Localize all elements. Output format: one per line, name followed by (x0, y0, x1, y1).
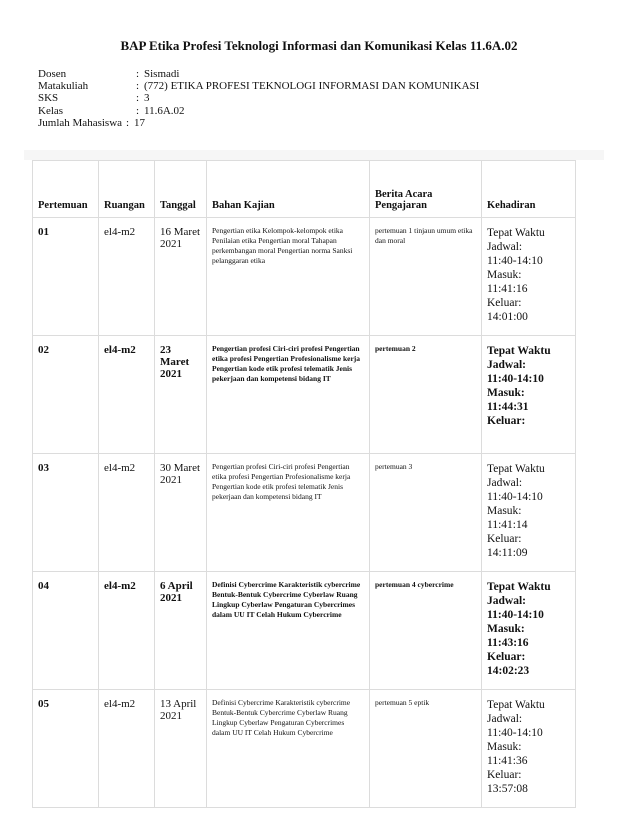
kehadiran-line: 11:44:31 (487, 401, 529, 413)
cell-pertemuan: 02 (33, 336, 99, 454)
cell-ruangan: el4-m2 (99, 218, 155, 336)
cell-kehadiran (482, 336, 576, 454)
cell-tanggal: 30 Maret 2021 (155, 454, 207, 572)
kehadiran-line: 13:57:08 (487, 783, 528, 795)
kehadiran-line: Tepat Waktu (487, 699, 545, 711)
kehadiran-line: Jadwal: (487, 241, 523, 253)
cell-berita-acara: pertemuan 4 cybercrime (370, 572, 482, 690)
kehadiran-line: Keluar: (487, 769, 522, 781)
meta-separator: : (136, 68, 140, 80)
kehadiran-line: Tepat Waktu (487, 345, 551, 357)
meta-separator: : (136, 80, 140, 93)
meta-value: 11.6A.02 (144, 104, 185, 117)
meta-label: Matakuliah (38, 80, 89, 93)
cell-bahan-kajian: Definisi Cybercrime Karakteristik cybercrime Bentuk-Bentuk Cybercrime Cyberlaw Ruang Lingkup Cyberlaw Pengaturan Cybercrimes dalam UU IT Celah Hukum Cybercrime (207, 572, 370, 690)
meta-label: Dosen (38, 68, 67, 80)
cell-kehadiran (482, 218, 576, 336)
table-row (33, 218, 576, 336)
kehadiran-line: Masuk: (487, 505, 522, 517)
kehadiran-line: 14:11:09 (487, 547, 528, 559)
kehadiran-line: Tepat Waktu (487, 227, 545, 239)
kehadiran-line: 11:40-14:10 (487, 255, 543, 267)
kehadiran-line: Tepat Waktu (487, 581, 551, 593)
kehadiran-line: Keluar: (487, 415, 526, 427)
kehadiran-line: 11:41:16 (487, 283, 528, 295)
table-row (33, 690, 576, 808)
course-info (38, 68, 479, 129)
kehadiran-line: Jadwal: (487, 359, 526, 371)
kehadiran-line: Jadwal: (487, 477, 523, 489)
kehadiran-line: Tepat Waktu (487, 463, 545, 475)
kehadiran-line: Masuk: (487, 387, 525, 399)
cell-tanggal: 23 Maret 2021 (155, 336, 207, 454)
meta-row-sks (38, 92, 479, 104)
meta-value: 17 (134, 116, 146, 129)
cell-kehadiran (482, 454, 576, 572)
cell-pertemuan: 05 (33, 690, 99, 808)
header-band (24, 150, 604, 160)
table-row (33, 454, 576, 572)
cell-bahan-kajian: Definisi Cybercrime Karakteristik cybercrime Bentuk-Bentuk Cybercrime Cyberlaw Ruang Lingkup Cyberlaw Pengaturan Cybercrimes dalam UU IT Celah Hukum Cybercrime (207, 690, 370, 808)
meta-label: SKS (38, 92, 59, 105)
cell-kehadiran (482, 572, 576, 690)
kehadiran-line: Masuk: (487, 269, 522, 281)
kehadiran-line: 14:02:23 (487, 665, 530, 677)
cell-bahan-kajian: Pengertian profesi Ciri-ciri profesi Pengertian etika profesi Pengertian Profesionalisme kerja Pengertian kode etik profesi telematik Jenis pekerjaan dan kompetensi bidang IT (207, 336, 370, 454)
kehadiran-line: Jadwal: (487, 713, 523, 725)
kehadiran-line: 11:40-14:10 (487, 491, 543, 503)
cell-pertemuan: 01 (33, 218, 99, 336)
meta-separator: : (136, 104, 140, 117)
header-tanggal: Tanggal (155, 161, 207, 218)
kehadiran-line: Masuk: (487, 741, 522, 753)
meta-row-kelas (38, 105, 479, 117)
kehadiran-line: Jadwal: (487, 595, 526, 607)
kehadiran-line: Keluar: (487, 651, 526, 663)
kehadiran-line: Masuk: (487, 623, 525, 635)
cell-berita-acara: pertemuan 3 (370, 454, 482, 572)
document-title: BAP Etika Profesi Teknologi Informasi dan Komunikasi Kelas 11.6A.02 (120, 38, 518, 53)
cell-ruangan: el4-m2 (99, 454, 155, 572)
kehadiran-line: 11:40-14:10 (487, 373, 544, 385)
cell-berita-acara: pertemuan 2 (370, 336, 482, 454)
meta-separator: : (126, 116, 130, 129)
cell-pertemuan: 03 (33, 454, 99, 572)
cell-bahan-kajian: Pengertian profesi Ciri-ciri profesi Pengertian etika profesi Pengertian Profesionalisme kerja Pengertian kode etik profesi telematik Jenis pekerjaan dan kompetensi bidang IT (207, 454, 370, 572)
meta-row-jumlah-mahasiswa (38, 117, 479, 129)
cell-tanggal: 13 April 2021 (155, 690, 207, 808)
header-berita-acara: Berita Acara Pengajaran (370, 161, 482, 218)
kehadiran-line: 11:43:16 (487, 637, 529, 649)
kehadiran-line: 14:01:00 (487, 311, 528, 323)
kehadiran-line: 11:40-14:10 (487, 727, 543, 739)
meta-separator: : (136, 92, 140, 105)
kehadiran-line: 11:41:36 (487, 755, 528, 767)
meta-value: Sismadi (144, 68, 180, 80)
meta-value: (772) ETIKA PROFESI TEKNOLOGI INFORMASI DAN KOMUNIKASI (144, 80, 480, 93)
kehadiran-line: 11:40-14:10 (487, 609, 544, 621)
meta-label: Kelas (38, 104, 64, 117)
table-row (33, 336, 576, 454)
header-kehadiran: Kehadiran (482, 161, 576, 218)
cell-berita-acara: pertemuan 1 tinjaun umum etika dan moral (370, 218, 482, 336)
cell-pertemuan: 04 (33, 572, 99, 690)
kehadiran-line: Keluar: (487, 297, 522, 309)
cell-ruangan: el4-m2 (99, 572, 155, 690)
table-header-row (33, 161, 576, 218)
meta-label: Jumlah Mahasiswa (38, 116, 123, 129)
cell-tanggal: 6 April 2021 (155, 572, 207, 690)
meta-value: 3 (144, 92, 150, 105)
cell-ruangan: el4-m2 (99, 336, 155, 454)
attendance-table (32, 160, 576, 808)
cell-bahan-kajian: Pengertian etika Kelompok-kelompok etika Penilaian etika Pengertian moral Tahapan perkembangan moral Pengertian norma Sanksi pelanggaran etika (207, 218, 370, 336)
table-row (33, 572, 576, 690)
header-pertemuan: Pertemuan (33, 161, 99, 218)
cell-ruangan: el4-m2 (99, 690, 155, 808)
cell-tanggal: 16 Maret 2021 (155, 218, 207, 336)
cell-kehadiran (482, 690, 576, 808)
kehadiran-line: Keluar: (487, 533, 522, 545)
meta-row-dosen (38, 68, 479, 80)
meta-row-matakuliah (38, 80, 479, 92)
cell-berita-acara: pertemuan 5 eptik (370, 690, 482, 808)
header-bahan-kajian: Bahan Kajian (207, 161, 370, 218)
header-ruangan: Ruangan (99, 161, 155, 218)
kehadiran-line: 11:41:14 (487, 519, 528, 531)
